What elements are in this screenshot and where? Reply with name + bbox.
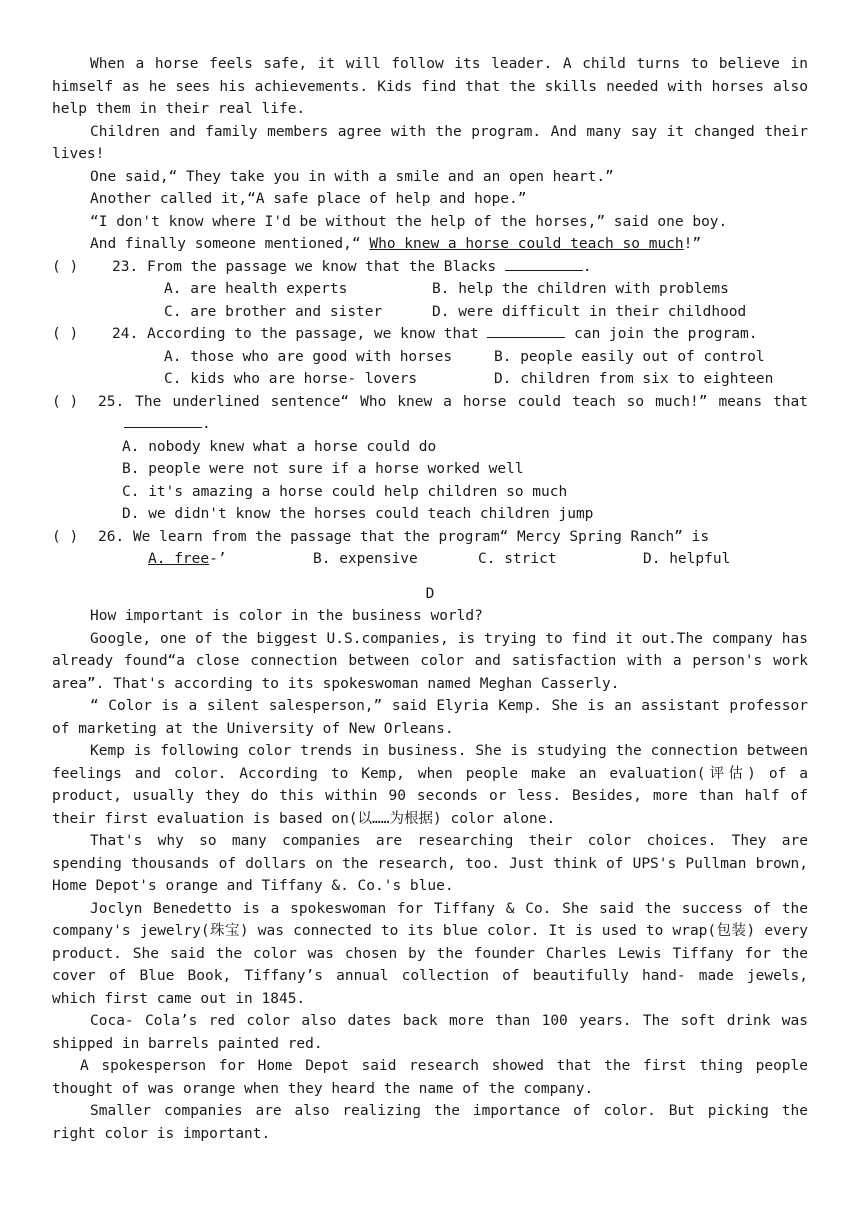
question-text: .	[582, 258, 592, 275]
options-25	[122, 436, 808, 526]
question-text: can join the program.	[565, 326, 758, 342]
paragraph-text: And finally someone mentioned,“	[90, 236, 370, 252]
question-text: According to the passage, we know that	[146, 326, 488, 342]
answer-bracket	[52, 256, 112, 279]
question-stem	[112, 256, 808, 279]
option-d: D. were difficult in their childhood	[432, 303, 747, 320]
paragraph: “ Color is a silent salesperson,” said Elyria Kemp. She is an assistant professor of marketing at the University of New Orleans.	[52, 698, 808, 737]
question-number: 25.	[98, 393, 125, 410]
paragraph: “I don't know where I'd be without the help of the horses,” said one boy.	[90, 213, 728, 230]
option-c: C. kids who are horse- lovers	[164, 371, 418, 387]
option-c: C. it's amazing a horse could help children so much	[122, 483, 568, 500]
paragraph: One said,“ They take you in with a smile and an open heart.”	[90, 168, 614, 185]
option-b: B. people were not sure if a horse worked well	[122, 461, 524, 477]
question-stem	[98, 526, 808, 549]
answer-blank	[124, 413, 202, 428]
question-text: .	[202, 416, 211, 432]
option-d: D. we didn't know the horses could teach children jump	[122, 506, 594, 522]
answer-bracket	[52, 526, 98, 549]
paragraph: Joclyn Benedetto is a spokeswoman for Tiffany & Co. She said the success of the company's jewelry(珠宝) was connected to its blue color. It is used to wrap(包装) every product. She said the color was chosen by the founder Charles Lewis Tiffany for the cover of Blue Book, Tiffany’s annual collection of beautifully hand- made jewels, which first came out in 1845.	[52, 900, 808, 1007]
question-number: 24.	[112, 326, 139, 342]
options-23	[164, 278, 808, 323]
answer-blank	[505, 256, 583, 271]
answer-bracket-text: ( )	[52, 528, 79, 545]
paragraph: Google, one of the biggest U.S.companies, is trying to find it out.The company has already found“a close connection between color and satisfaction with a person's work area”. That's according to its spokeswoman named Meghan Casserly.	[52, 630, 808, 692]
option-a: A. are health experts	[164, 281, 348, 297]
document-page	[52, 53, 808, 1145]
question-number: 26.	[98, 528, 125, 545]
option-a-mark: -’	[209, 551, 227, 567]
paragraph: Another called it,“A safe place of help and hope.”	[90, 191, 527, 207]
question-text: We learn from the passage that the program“ Mercy Spring Ranch” is	[132, 528, 710, 545]
paragraph	[52, 233, 808, 256]
question-number: 23.	[112, 258, 139, 275]
options-24	[164, 346, 808, 391]
answer-bracket-text: ( )	[52, 258, 79, 275]
answer-bracket-text: ( )	[52, 326, 79, 342]
question-24	[52, 323, 808, 346]
paragraph: Coca- Cola’s red color also dates back more than 100 years. The soft drink was shipped in barrels painted red.	[52, 1013, 808, 1052]
option-a: A. nobody knew what a horse could do	[122, 438, 437, 455]
paragraph: That's why so many companies are researching their color choices. They are spending thousands of dollars on the research, too. Just think of UPS's Pullman brown, Home Depot's orange and Tiffany &. Co.'s blue.	[52, 833, 808, 894]
paragraph: When a horse feels safe, it will follow its leader. A child turns to believe in himself as he sees his achievements. Kids find that the skills needed with horses also help them in their real life.	[52, 56, 808, 117]
option-c: C. are brother and sister	[164, 303, 383, 320]
option-d: D. helpful	[643, 551, 731, 567]
option-b: B. people easily out of control	[494, 348, 765, 365]
paragraph: How important is color in the business world?	[90, 608, 483, 624]
question-stem	[98, 391, 808, 436]
question-25	[52, 391, 808, 436]
option-a-text: A. free	[148, 551, 210, 567]
answer-bracket	[52, 323, 112, 346]
question-26	[52, 526, 808, 549]
answer-bracket-text: ( )	[52, 393, 79, 410]
question-stem	[112, 323, 808, 346]
option-d: D. children from six to eighteen	[494, 371, 774, 387]
paragraph-text: !”	[683, 236, 702, 252]
option-a	[148, 548, 313, 571]
paragraph: A spokesperson for Home Depot said research showed that the first thing people thought of was orange when they heard the name of the company.	[52, 1058, 808, 1097]
question-text: From the passage we know that the Blacks	[146, 258, 505, 275]
paragraph: Children and family members agree with the program. And many say it changed their lives!	[52, 123, 808, 162]
option-b: B. expensive	[313, 551, 418, 567]
paragraph: Kemp is following color trends in business. She is studying the connection between feelings and color. According to Kemp, when people make an evaluation(评估) of a product, usually they do this within 90 seconds or less. Besides, more than half of their first evaluation is based on(以……为根据) color alone.	[52, 743, 808, 827]
paragraph: Smaller companies are also realizing the importance of color. But picking the right color is important.	[52, 1103, 808, 1142]
answer-blank	[487, 323, 565, 338]
option-b: B. help the children with problems	[432, 281, 729, 297]
question-23	[52, 256, 808, 279]
underlined-sentence: Who knew a horse could teach so much	[369, 236, 684, 252]
answer-bracket	[52, 391, 98, 436]
options-26	[148, 548, 808, 571]
option-a: A. those who are good with horses	[164, 348, 453, 365]
question-text: The underlined sentence“ Who knew a horse could teach so much!” means that	[135, 393, 808, 410]
option-c: C. strict	[478, 551, 557, 567]
section-heading: D	[425, 585, 435, 602]
